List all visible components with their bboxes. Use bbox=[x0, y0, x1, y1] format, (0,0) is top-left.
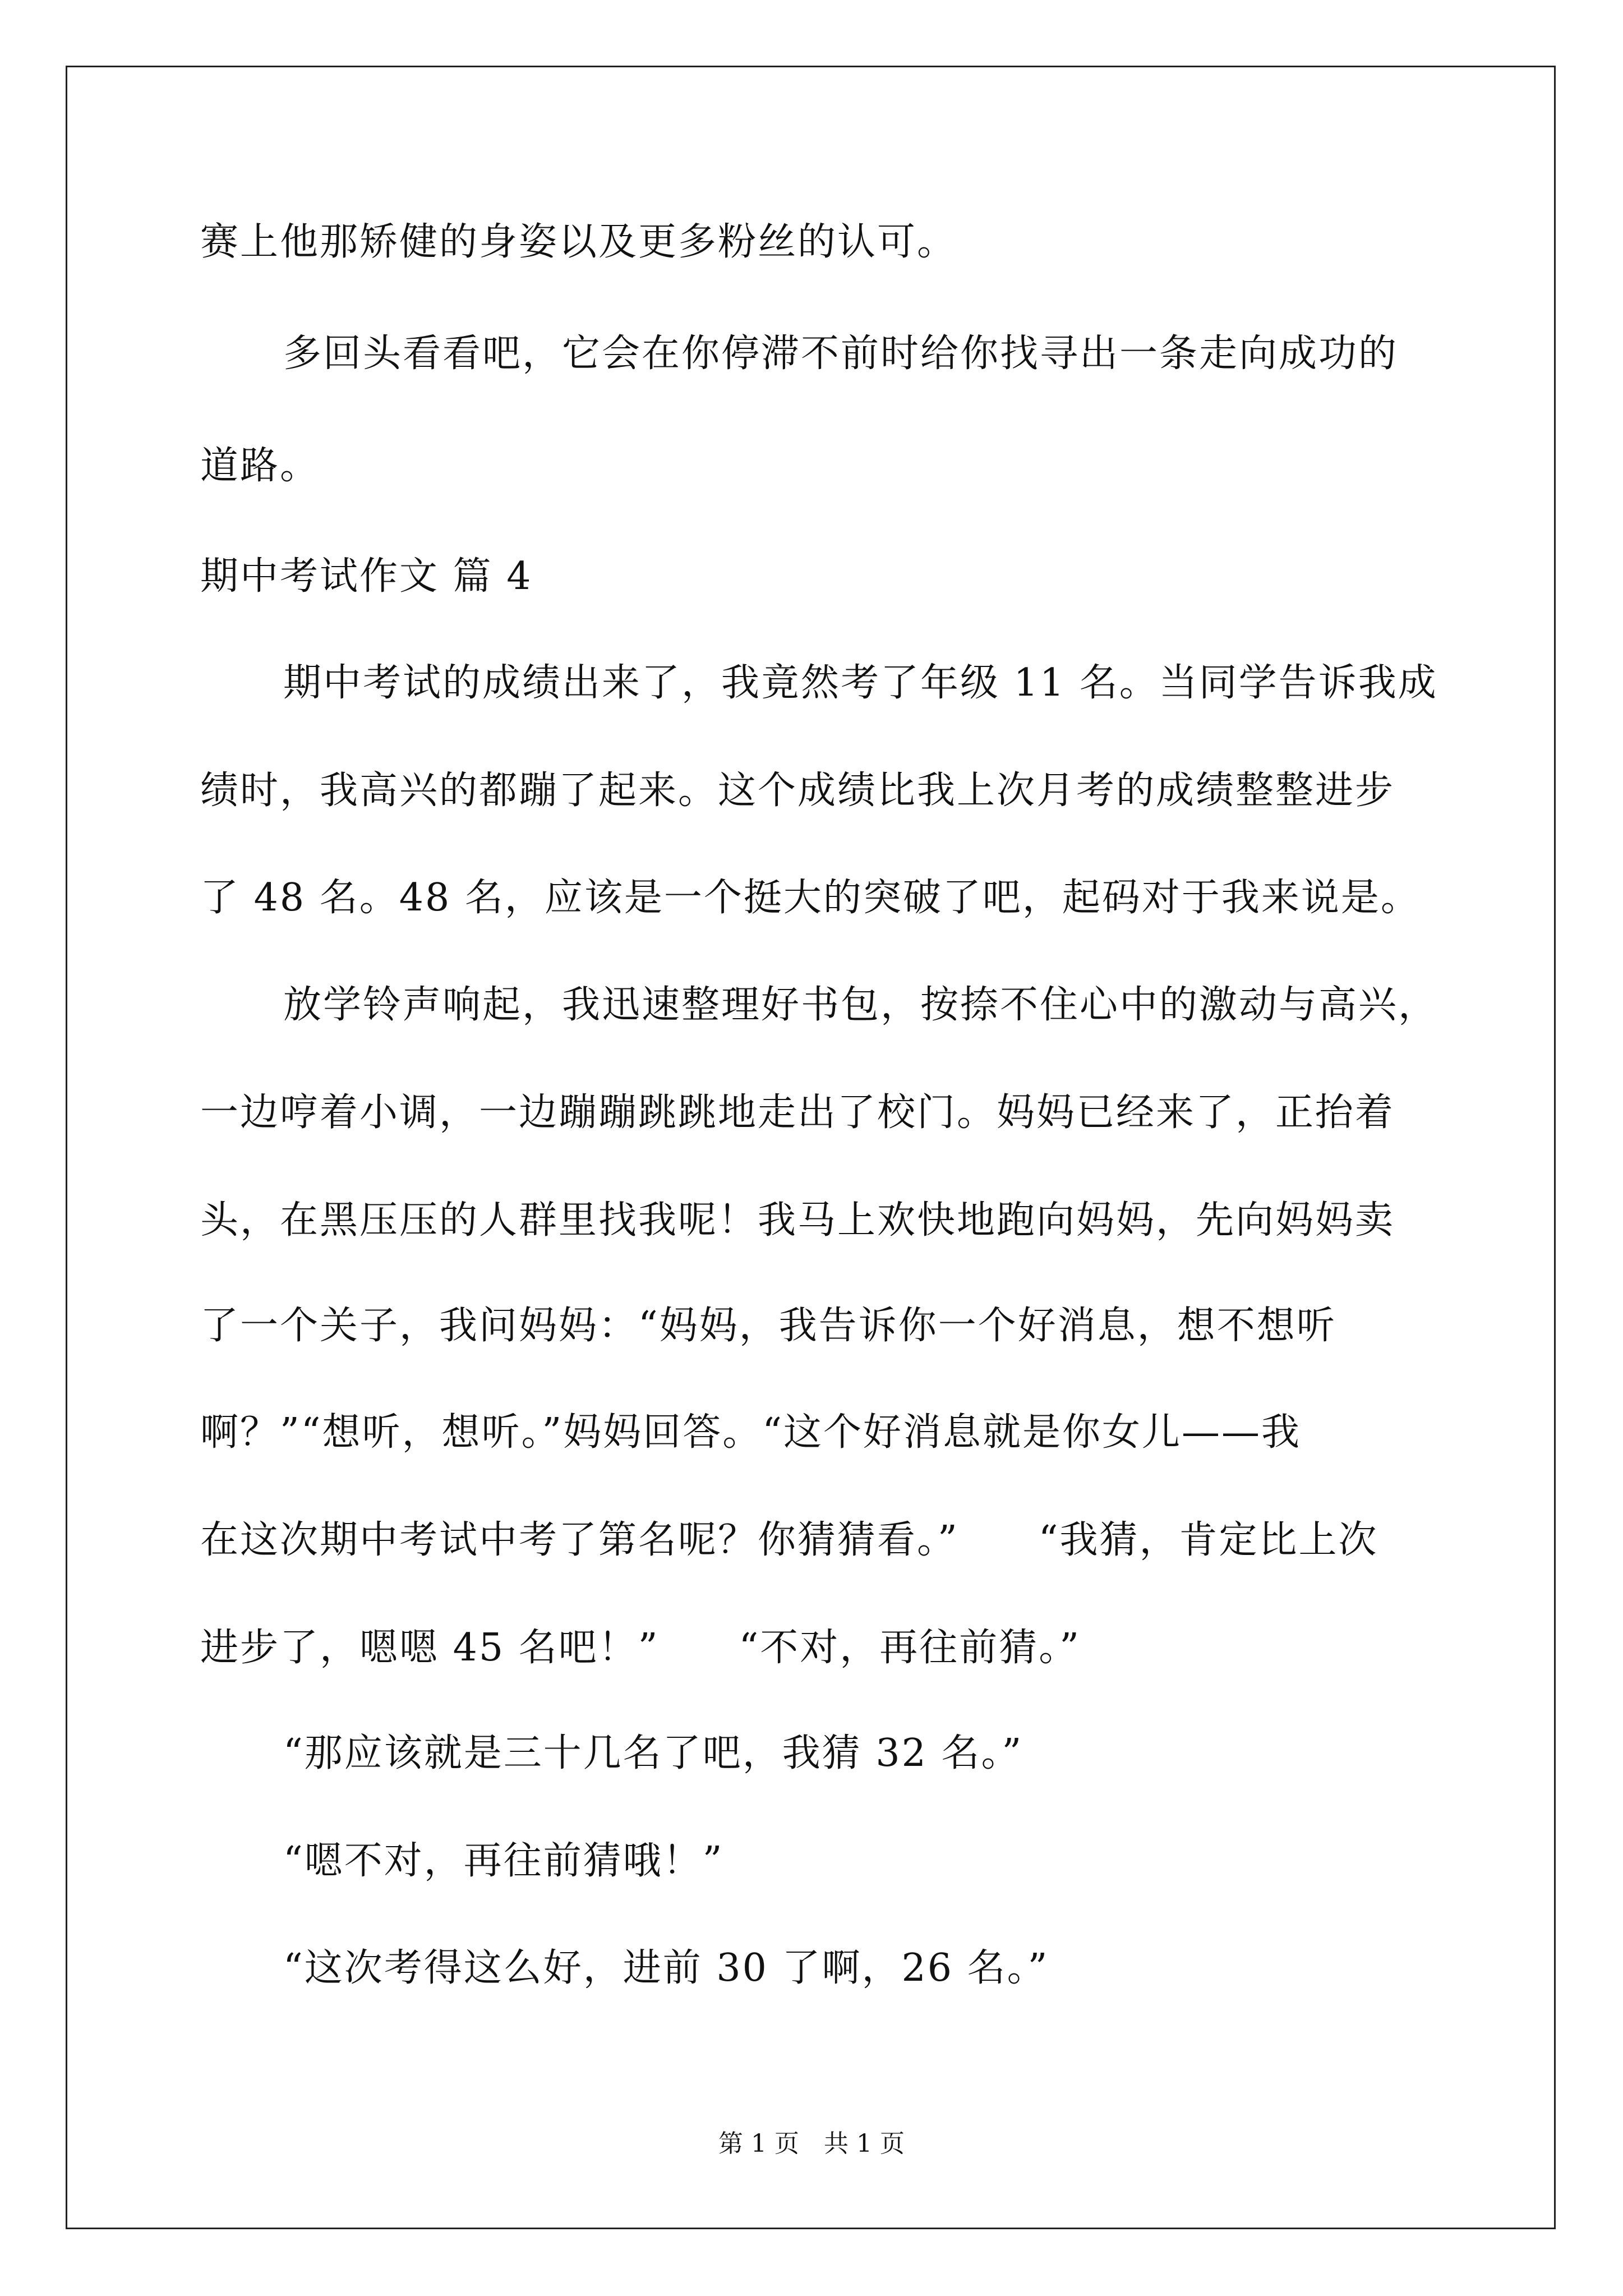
text-line-11: 了一个关子，我问妈妈：“妈妈，我告诉你一个好消息，想不想听 bbox=[200, 1304, 1336, 1348]
page-border bbox=[66, 66, 1556, 2229]
text-line-8: 放学铃声响起，我迅速整理好书包，按捺不住心中的激动与高兴， bbox=[283, 983, 1438, 1027]
text-line-15: “那应该就是三十几名了吧，我猜 32 名。” bbox=[283, 1731, 1023, 1775]
text-line-16: “嗯不对，再往前猜哦！” bbox=[283, 1839, 724, 1883]
text-line-13: 在这次期中考试中考了第名呢？你猜猜看。” “我猜，肯定比上次 bbox=[200, 1518, 1378, 1562]
text-line-12: 啊？”“想听，想听。”妈妈回答。“这个好消息就是你女儿——我 bbox=[200, 1410, 1302, 1455]
section-heading: 期中考试作文 篇 4 bbox=[200, 554, 533, 599]
text-line-2: 多回头看看吧，它会在你停滞不前时给你找寻出一条走向成功的 bbox=[283, 332, 1399, 376]
text-line-14: 进步了，嗯嗯 45 名吧！” “不对，再往前猜。” bbox=[200, 1626, 1081, 1670]
text-line-7: 了 48 名。48 名，应该是一个挺大的突破了吧，起码对于我来说是。 bbox=[200, 876, 1421, 920]
text-line-10: 头，在黑压压的人群里找我呢！我马上欢快地跑向妈妈，先向妈妈卖 bbox=[200, 1198, 1395, 1243]
text-line-6: 绩时，我高兴的都蹦了起来。这个成绩比我上次月考的成绩整整进步 bbox=[200, 769, 1395, 813]
page-footer: 第 1 页 共 1 页 bbox=[718, 2129, 905, 2158]
text-line-1: 赛上他那矫健的身姿以及更多粉丝的认可。 bbox=[200, 220, 957, 264]
text-line-5: 期中考试的成绩出来了，我竟然考了年级 11 名。当同学告诉我成 bbox=[283, 661, 1438, 705]
text-line-17: “这次考得这么好，进前 30 了啊，26 名。” bbox=[283, 1946, 1049, 1990]
text-line-3: 道路。 bbox=[200, 444, 320, 488]
text-line-9: 一边哼着小调，一边蹦蹦跳跳地走出了校门。妈妈已经来了，正抬着 bbox=[200, 1091, 1395, 1135]
